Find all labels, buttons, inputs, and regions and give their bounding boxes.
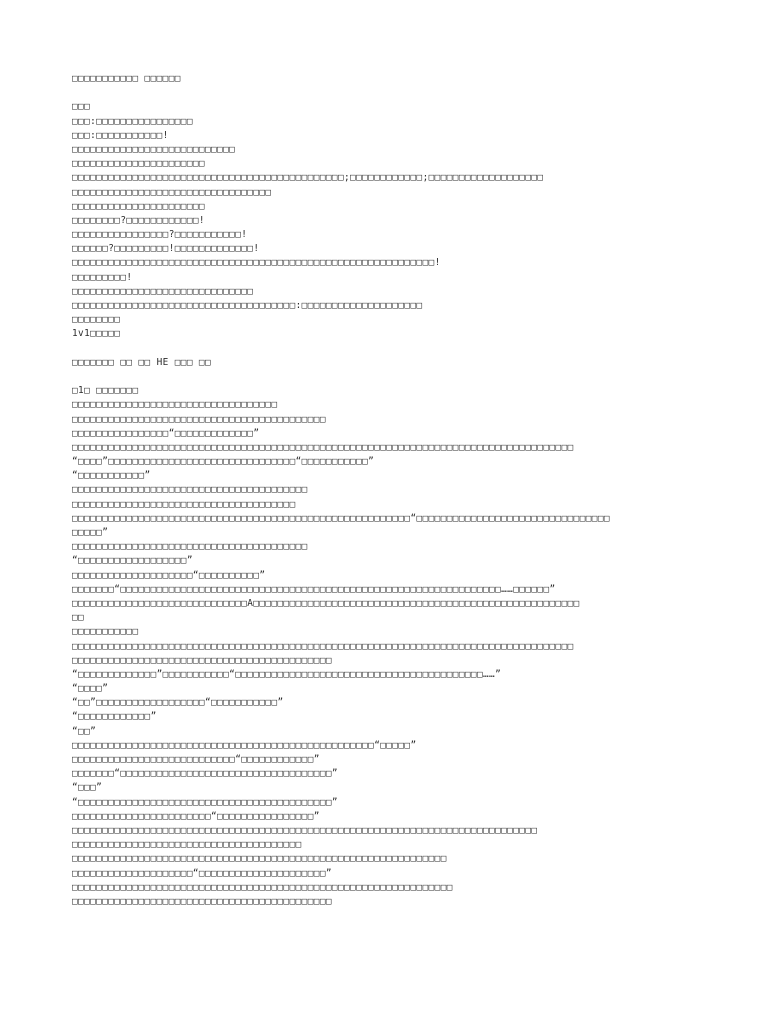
body-line: □□□□□□□□□□□□□□□□□□□□□□□□□□□□□□□□□□□□□□□□□□□□□□□□□□□□□□□□□□□□□□□□□□□□□□□□□□□□□□□□□□□ [72,441,574,453]
body-line: □□□□□□□□□□□□□□□□□□□□□□□□□□□□□A□□□□□□□□□□□□□□□□□□□□□□□□□□□□□□□□□□□□□□□□□□□□□□□□□□□□□□ [72,597,580,609]
blank-line [72,86,712,100]
body-line: “□□□□” [72,683,109,695]
chapter-heading: □1□ □□□□□□□ [72,385,139,397]
intro-line: □□□ [72,101,91,113]
body-line: “□□”□□□□□□□□□□□□□□□□□□“□□□□□□□□□□□” [72,697,284,709]
body-line: □□□□□□□□□□□□□□□□□□□□□□□□□□□□□□□□□□□□□□□ [72,541,308,553]
body-line: □□□□□□□□□□□□□□□□□□□□□□□□□□□□□□□□□□□□□□□□□□□□□□□□□□□□□□□□□□□□□□□ [72,881,453,893]
intro-line: □□□□□□□□□□□□□□□□□□□□□□□□□□□□□□□□□ [72,186,272,198]
intro-line: □□□□□□□□□□□□□□□□□□□□□□□□□□□□□□ [72,285,254,297]
body-line: □□□□□□□□□□□□□□□□□□□□□□□□□□□□□□□□□□□□□□□□□□□□□□□□□□□□□□□□“□□□□□□□□□□□□□□□□□□□□□□□□□□□□□□□□ [72,512,610,524]
blank-line [72,370,712,384]
body-line: □□□□□□□□□□□□□□□□□□□□□□□□□□□□□□□□□□ [72,399,278,411]
body-line: □□□□□□□□□□□□□□□□□□□□□□□□□□□□□□□□□□□□□□□□□□□□□□□□□□□□□□□□□□□□□□□□□□□□□□□□□□□□□ [72,824,538,836]
intro-line: □□□□□□□□ [72,314,121,326]
body-line: □□□□□□□□□□□□□□□□□□□□□□□□□□□“□□□□□□□□□□□□” [72,754,320,765]
body-line: □□□□□□□□□□□□□□□□□□□□□□□□□□□□□□□□□□□□□□ [72,839,302,851]
intro-line: □□□□□□□□□□□□□□□□□□□□□□□□□□□□□□□□□□□□□□□□□□□□□□□□□□□□□□□□□□□□! [72,257,441,269]
document-page [72,72,712,909]
body-line: □□□□□□□□□□□□□□□□□□□□□□□□□□□□□□□□□□□□□□□□□□□□□□□□□□□□□□□□□□□□□□□□□□□□□□□□□□□□□□□□□□□ [72,640,574,652]
body-block [72,398,712,909]
body-line: □□□□□□□“□□□□□□□□□□□□□□□□□□□□□□□□□□□□□□□□□□□□□□□□□□□□□□□□□□□□□□□□□□□□□□□……□□□□□□” [72,583,556,595]
body-line: □□□□□□□□□□□□□□□□□□□□□□□□□□□□□□□□□□□□□□□ [72,484,308,496]
intro-block [72,100,712,341]
intro-line: 1v1□□□□□ [72,328,121,340]
intro-line: □□□□□□□□?□□□□□□□□□□□□! [72,214,205,226]
body-line: □□ [72,612,85,624]
section-heading: □□□□□□□ □□ □□ HE □□□ □□ [72,356,212,368]
blank-line [72,342,712,356]
intro-line: □□□□□□□□□□□□□□□□□□□□□□□□□□□□□□□□□□□□□□□□□□□□□;□□□□□□□□□□□□;□□□□□□□□□□□□□□□□□□□ [72,172,544,184]
intro-line: □□□:□□□□□□□□□□□! [72,129,169,141]
body-line: “□□□” [72,782,103,794]
intro-line: □□□□□□□□□□□□□□□□□□□□□□□□□□□ [72,143,236,155]
body-line: □□□□□□□□□□□□□□□□□□□□□□□□□□□□□□□□□□□□□□□□□□ [72,413,326,425]
body-line: □□□□□□□□□□□□□□□□□□□□“□□□□□□□□□□□□□□□□□□□□□” [72,867,332,879]
body-line: □□□□□□□□□□□□□□□□□□□□□□□□□□□□□□□□□□□□□ [72,498,296,510]
body-line: “□□” [72,725,97,737]
intro-line: □□□□□□□□□□□□□□□□□□□□□□□□□□□□□□□□□□□□□:□□□□□□□□□□□□□□□□□□□□ [72,300,423,311]
body-line: □□□□□□□□□□□□□□□□□□□□□□□“□□□□□□□□□□□□□□□□” [72,810,320,822]
intro-line: □□□□□□□□□□□□□□□□□□□□□□ [72,158,205,170]
body-line: □□□□□□□□□□□□□□□□□□□□□□□□□□□□□□□□□□□□□□□□□□□□□□□□□□□□□□□□□□□□□□ [72,853,447,865]
intro-line: □□□□□□□□□□□□□□□□?□□□□□□□□□□□! [72,229,248,241]
body-line: “□□□□□□□□□□□□□□□□□□” [72,555,193,567]
body-line: □□□□□□□□□□□□□□□□□□□□□□□□□□□□□□□□□□□□□□□□□□□ [72,654,332,666]
body-line: “□□□□”□□□□□□□□□□□□□□□□□□□□□□□□□□□□□□□“□□□□□□□□□□□” [72,456,375,468]
intro-line: □□□□□□?□□□□□□□□□!□□□□□□□□□□□□□! [72,243,260,255]
body-line: □□□□□□□□□□□□□□□□□□□□“□□□□□□□□□□” [72,569,266,581]
body-line: □□□□□□□□□□□□□□□□“□□□□□□□□□□□□□” [72,427,260,439]
body-line: □□□□□□□“□□□□□□□□□□□□□□□□□□□□□□□□□□□□□□□□□□□” [72,768,338,780]
body-line: □□□□□□□□□□□□□□□□□□□□□□□□□□□□□□□□□□□□□□□□□□□□□□□□□□“□□□□□” [72,739,417,751]
intro-line: □□□□□□□□□! [72,271,133,283]
intro-line: □□□:□□□□□□□□□□□□□□□□ [72,115,193,127]
body-line: □□□□□□□□□□□□□□□□□□□□□□□□□□□□□□□□□□□□□□□□□□□ [72,895,332,907]
body-line: “□□□□□□□□□□□” [72,470,151,482]
body-line: “□□□□□□□□□□□□” [72,711,157,723]
document-title: □□□□□□□□□□□ □□□□□□ [72,73,181,84]
body-line: □□□□□□□□□□□ [72,626,139,638]
body-line: “□□□□□□□□□□□□□”□□□□□□□□□□□“□□□□□□□□□□□□□□□□□□□□□□□□□□□□□□□□□□□□□□□□□……” [72,668,502,680]
intro-line: □□□□□□□□□□□□□□□□□□□□□□ [72,200,205,212]
body-line: “□□□□□□□□□□□□□□□□□□□□□□□□□□□□□□□□□□□□□□□□□□” [72,796,338,808]
body-line: □□□□□” [72,527,109,538]
